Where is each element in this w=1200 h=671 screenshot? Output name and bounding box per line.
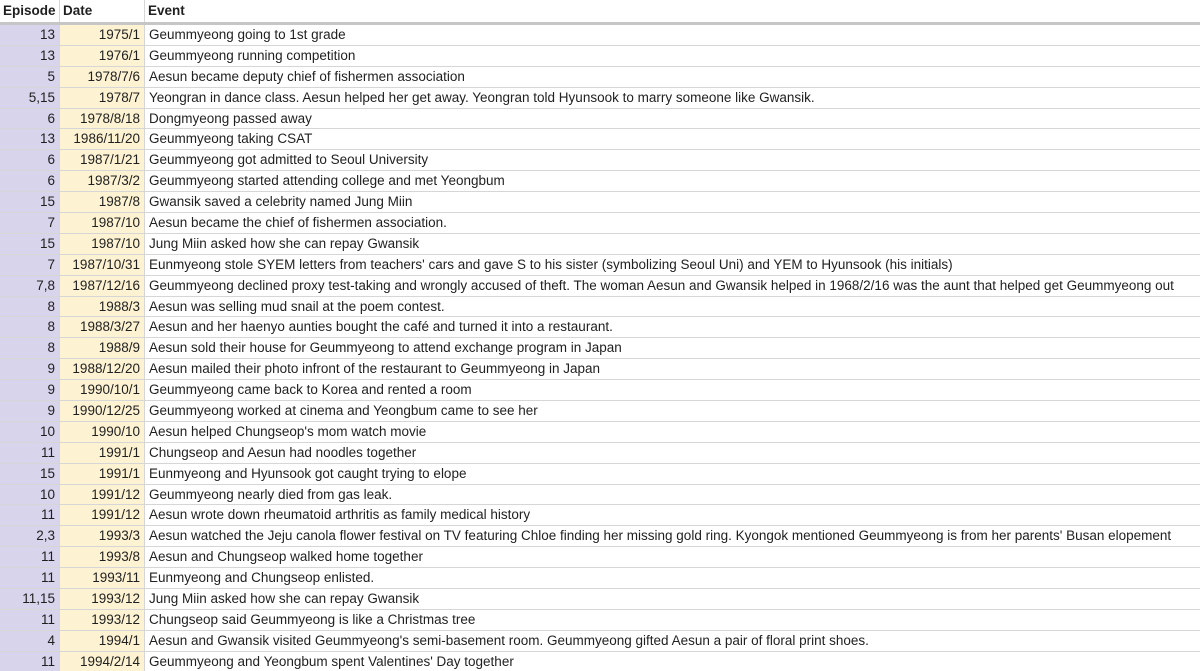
episode-cell[interactable]: 9 bbox=[0, 401, 60, 421]
event-cell[interactable]: Aesun mailed their photo infront of the restaurant to Geummyeong in Japan bbox=[145, 359, 1200, 379]
event-cell[interactable]: Aesun became the chief of fishermen association. bbox=[145, 213, 1200, 233]
episode-cell[interactable]: 11 bbox=[0, 505, 60, 525]
table-row bbox=[0, 568, 1200, 589]
episode-column-header[interactable]: Episode bbox=[0, 0, 60, 22]
date-cell[interactable]: 1987/10 bbox=[60, 234, 145, 254]
event-cell[interactable]: Aesun and her haenyo aunties bought the café and turned it into a restaurant. bbox=[145, 317, 1200, 337]
date-cell[interactable]: 1993/3 bbox=[60, 526, 145, 546]
date-cell[interactable]: 1988/3/27 bbox=[60, 317, 145, 337]
episode-cell[interactable]: 15 bbox=[0, 234, 60, 254]
date-cell[interactable]: 1978/8/18 bbox=[60, 109, 145, 129]
episode-cell[interactable]: 2,3 bbox=[0, 526, 60, 546]
table-row bbox=[0, 276, 1200, 297]
episode-cell[interactable]: 5,15 bbox=[0, 88, 60, 108]
date-cell[interactable]: 1978/7/6 bbox=[60, 67, 145, 87]
episode-cell[interactable]: 7 bbox=[0, 255, 60, 275]
event-cell[interactable]: Geummyeong going to 1st grade bbox=[145, 25, 1200, 45]
episode-cell[interactable]: 13 bbox=[0, 129, 60, 149]
table-row bbox=[0, 25, 1200, 46]
event-column-header[interactable]: Event bbox=[148, 3, 185, 18]
episode-cell[interactable]: 11,15 bbox=[0, 589, 60, 609]
event-cell[interactable]: Yeongran in dance class. Aesun helped her get away. Yeongran told Hyunsook to marry someone like Gwansik. bbox=[145, 88, 1200, 108]
date-cell[interactable]: 1994/2/14 bbox=[60, 652, 145, 671]
date-cell[interactable]: 1991/1 bbox=[60, 443, 145, 463]
event-cell[interactable]: Geummyeong came back to Korea and rented a room bbox=[145, 380, 1200, 400]
episode-cell[interactable]: 11 bbox=[0, 547, 60, 567]
date-cell[interactable]: 1990/12/25 bbox=[60, 401, 145, 421]
table-row bbox=[0, 359, 1200, 380]
event-cell[interactable]: Aesun was selling mud snail at the poem contest. bbox=[145, 297, 1200, 317]
episode-cell[interactable]: 7 bbox=[0, 213, 60, 233]
event-cell[interactable]: Eunmyeong stole SYEM letters from teachers' cars and gave S to his sister (symbolizing Seoul Uni) and YEM to Hyunsook (his initials) bbox=[145, 255, 1200, 275]
table-row bbox=[0, 526, 1200, 547]
table-row bbox=[0, 422, 1200, 443]
episode-cell[interactable]: 9 bbox=[0, 359, 60, 379]
event-cell[interactable]: Aesun became deputy chief of fishermen association bbox=[145, 67, 1200, 87]
date-cell[interactable]: 1991/1 bbox=[60, 464, 145, 484]
event-cell[interactable]: Geummyeong and Yeongbum spent Valentines' Day together bbox=[145, 652, 1200, 671]
table-row bbox=[0, 631, 1200, 652]
event-cell[interactable]: Jung Miin asked how she can repay Gwansik bbox=[145, 589, 1200, 609]
table-row bbox=[0, 589, 1200, 610]
episode-cell[interactable]: 15 bbox=[0, 464, 60, 484]
event-cell[interactable]: Chungseop and Aesun had noodles together bbox=[145, 443, 1200, 463]
event-cell[interactable]: Aesun and Gwansik visited Geummyeong's semi-basement room. Geummyeong gifted Aesun a pair of floral print shoes. bbox=[145, 631, 1200, 651]
episode-cell[interactable]: 6 bbox=[0, 109, 60, 129]
table-row bbox=[0, 150, 1200, 171]
date-cell[interactable]: 1987/8 bbox=[60, 192, 145, 212]
table-row bbox=[0, 401, 1200, 422]
event-cell[interactable]: Aesun watched the Jeju canola flower festival on TV featuring Chloe finding her missing gold ring. Kyongok mentioned Geummyeong is from her parents' Busan elopement bbox=[145, 526, 1200, 546]
table-row bbox=[0, 317, 1200, 338]
episode-cell[interactable]: 11 bbox=[0, 610, 60, 630]
table-row bbox=[0, 109, 1200, 130]
table-row bbox=[0, 380, 1200, 401]
date-cell[interactable]: 1993/8 bbox=[60, 547, 145, 567]
date-cell[interactable]: 1991/12 bbox=[60, 485, 145, 505]
episode-cell[interactable]: 6 bbox=[0, 171, 60, 191]
date-cell[interactable]: 1978/7 bbox=[60, 88, 145, 108]
episode-cell[interactable]: 5 bbox=[0, 67, 60, 87]
table-row bbox=[0, 234, 1200, 255]
event-cell[interactable]: Aesun and Chungseop walked home together bbox=[145, 547, 1200, 567]
episode-cell[interactable]: 11 bbox=[0, 652, 60, 671]
date-cell[interactable]: 1987/3/2 bbox=[60, 171, 145, 191]
episode-cell[interactable]: 11 bbox=[0, 443, 60, 463]
event-cell[interactable]: Geummyeong worked at cinema and Yeongbum came to see her bbox=[145, 401, 1200, 421]
table-row bbox=[0, 213, 1200, 234]
episode-cell[interactable]: 7,8 bbox=[0, 276, 60, 296]
event-cell[interactable]: Geummyeong taking CSAT bbox=[145, 129, 1200, 149]
event-cell[interactable]: Geummyeong running competition bbox=[145, 46, 1200, 66]
episode-cell[interactable]: 4 bbox=[0, 631, 60, 651]
event-cell[interactable]: Geummyeong declined proxy test-taking and wrongly accused of theft. The woman Aesun and Gwansik helped in 1968/2/16 was the aunt that helped get Geummyeong out bbox=[145, 276, 1200, 296]
table-row bbox=[0, 505, 1200, 526]
event-cell[interactable]: Geummyeong nearly died from gas leak. bbox=[145, 485, 1200, 505]
table-row bbox=[0, 652, 1200, 671]
header-row bbox=[0, 0, 1200, 25]
date-cell[interactable]: 1988/12/20 bbox=[60, 359, 145, 379]
event-cell[interactable]: Aesun sold their house for Geummyeong to attend exchange program in Japan bbox=[145, 338, 1200, 358]
event-cell[interactable]: Geummyeong started attending college and met Yeongbum bbox=[145, 171, 1200, 191]
table-row bbox=[0, 46, 1200, 67]
event-cell[interactable]: Aesun wrote down rheumatoid arthritis as family medical history bbox=[145, 505, 1200, 525]
date-cell[interactable]: 1987/1/21 bbox=[60, 150, 145, 170]
date-cell[interactable]: 1976/1 bbox=[60, 46, 145, 66]
table-row bbox=[0, 171, 1200, 192]
event-cell[interactable]: Aesun helped Chungseop's mom watch movie bbox=[145, 422, 1200, 442]
episode-cell[interactable]: 15 bbox=[0, 192, 60, 212]
date-cell[interactable]: 1991/12 bbox=[60, 505, 145, 525]
date-cell[interactable]: 1993/11 bbox=[60, 568, 145, 588]
table-row bbox=[0, 192, 1200, 213]
table-row bbox=[0, 88, 1200, 109]
event-cell[interactable]: Geummyeong got admitted to Seoul University bbox=[145, 150, 1200, 170]
date-cell[interactable]: 1993/12 bbox=[60, 589, 145, 609]
episode-cell[interactable]: 8 bbox=[0, 297, 60, 317]
date-cell[interactable]: 1994/1 bbox=[60, 631, 145, 651]
date-cell[interactable]: 1993/12 bbox=[60, 610, 145, 630]
episode-cell[interactable]: 13 bbox=[0, 46, 60, 66]
event-cell[interactable]: Eunmyeong and Chungseop enlisted. bbox=[145, 568, 1200, 588]
episode-cell[interactable]: 10 bbox=[0, 422, 60, 442]
table-row bbox=[0, 610, 1200, 631]
table-row bbox=[0, 129, 1200, 150]
event-cell[interactable]: Chungseop said Geummyeong is like a Christmas tree bbox=[145, 610, 1200, 630]
episode-cell[interactable]: 6 bbox=[0, 150, 60, 170]
table-body bbox=[0, 25, 1200, 671]
episode-cell[interactable]: 8 bbox=[0, 338, 60, 358]
event-cell[interactable]: Dongmyeong passed away bbox=[145, 109, 1200, 129]
date-cell[interactable]: 1987/10 bbox=[60, 213, 145, 233]
date-cell[interactable]: 1990/10/1 bbox=[60, 380, 145, 400]
episode-cell[interactable]: 13 bbox=[0, 25, 60, 45]
table-row bbox=[0, 485, 1200, 506]
date-cell[interactable]: 1987/12/16 bbox=[60, 276, 145, 296]
table-row bbox=[0, 297, 1200, 318]
date-cell[interactable]: 1990/10 bbox=[60, 422, 145, 442]
table-row bbox=[0, 464, 1200, 485]
date-cell[interactable]: 1975/1 bbox=[60, 25, 145, 45]
episode-cell[interactable]: 9 bbox=[0, 380, 60, 400]
episode-cell[interactable]: 11 bbox=[0, 568, 60, 588]
episode-cell[interactable]: 8 bbox=[0, 317, 60, 337]
episode-cell[interactable]: 10 bbox=[0, 485, 60, 505]
event-cell[interactable]: Gwansik saved a celebrity named Jung Miin bbox=[145, 192, 1200, 212]
event-cell[interactable]: Jung Miin asked how she can repay Gwansik bbox=[145, 234, 1200, 254]
event-cell[interactable]: Eunmyeong and Hyunsook got caught trying to elope bbox=[145, 464, 1200, 484]
table-row bbox=[0, 338, 1200, 359]
date-cell[interactable]: 1986/11/20 bbox=[60, 129, 145, 149]
date-cell[interactable]: 1988/9 bbox=[60, 338, 145, 358]
date-cell[interactable]: 1988/3 bbox=[60, 297, 145, 317]
table-row bbox=[0, 547, 1200, 568]
date-column-header[interactable]: Date bbox=[60, 0, 145, 22]
date-cell[interactable]: 1987/10/31 bbox=[60, 255, 145, 275]
table-row bbox=[0, 443, 1200, 464]
table-row bbox=[0, 67, 1200, 88]
table-row bbox=[0, 255, 1200, 276]
